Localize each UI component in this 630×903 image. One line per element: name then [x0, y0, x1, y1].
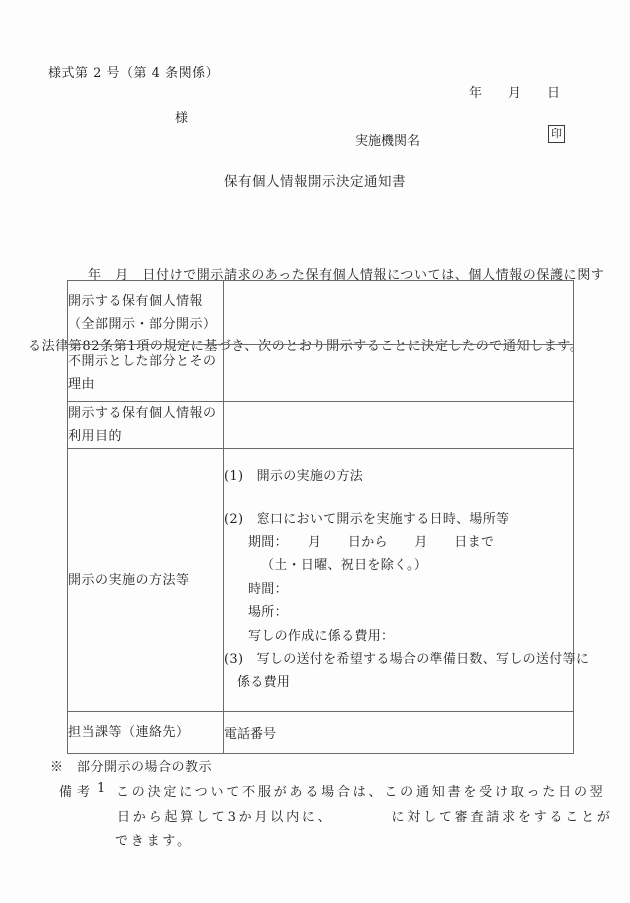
remarks-line-2a: 日から起算して3か月以内に、: [117, 809, 334, 825]
page-title: 保有個人情報開示決定通知書: [224, 174, 406, 190]
method-line-time: 時間：: [248, 581, 288, 597]
method-blank-line: [224, 489, 573, 508]
remarks-line-1: この決定について不服がある場合は、この通知書を受け取った日の翌: [116, 785, 606, 800]
remarks-label: 備考: [59, 785, 96, 800]
table-row-disclosed-info: [68, 281, 574, 345]
partial-disclosure-note: ※ 部分開示の場合の教示: [50, 760, 213, 775]
remarks-line-2: [117, 806, 613, 825]
table-row-usage-purpose: [68, 402, 574, 449]
table-row-contact: [68, 712, 574, 754]
table-row-disclosure-method: [68, 449, 574, 712]
agency-name-label: 実施機関名: [355, 134, 421, 149]
row2-value-cell: [224, 345, 574, 402]
method-line-2: (2) 窓口において開示を実施する日時、場所等: [224, 511, 510, 527]
row5-label-cell: 担当課等（連絡先）: [68, 712, 224, 754]
remarks-number: 1: [97, 781, 106, 796]
remarks-line-3: できます。: [115, 834, 193, 849]
remarks-line-2b: に対して審査請求をすることが: [391, 809, 613, 825]
row5-value-cell: 電話番号: [224, 712, 574, 754]
row1-value-cell: [224, 281, 574, 345]
row2-label-line1: 不開示とした部分とその: [68, 354, 217, 369]
table-row-nondisclosed-part: [68, 345, 574, 402]
seal-stamp-box: 印: [548, 125, 565, 143]
form-number: 様式第 2 号（第 4 条関係）: [48, 66, 220, 81]
row3-label-cell: [68, 402, 224, 449]
row3-value-cell: [224, 402, 574, 449]
date-placeholder: 年 月 日: [469, 86, 561, 101]
row3-label-line1: 開示する保有個人情報の: [68, 406, 217, 421]
body-line-1: 年 月 日付けで開示請求のあった保有個人情報については、個人情報の保護に関す: [88, 268, 605, 283]
body-line-2: る法律第82条第1項の規定に基づき、次のとおり開示することに決定したので通知します。: [28, 338, 584, 354]
method-line-1: (1) 開示の実施の方法: [224, 469, 364, 485]
method-line-copy-cost: 写しの作成に係る費用：: [248, 628, 395, 644]
disclosure-table: [67, 280, 590, 754]
row2-label-cell: [68, 345, 224, 402]
method-line-3: (3) 写しの送付を希望する場合の準備日数、写しの送付等に: [224, 652, 590, 668]
method-line-place: 場所：: [248, 605, 288, 621]
row3-label-line2: 利用目的: [68, 429, 123, 444]
row4-value-cell: [224, 449, 590, 712]
row1-label-cell: [68, 281, 224, 345]
row4-label-cell: 開示の実施の方法等: [68, 449, 224, 712]
row2-label-line2: 理由: [68, 377, 96, 392]
method-line-3-cont: 係る費用: [237, 675, 291, 691]
row1-label-line2: （全部開示・部分開示）: [68, 316, 217, 332]
row1-label-line1: 開示する保有個人情報: [68, 293, 204, 309]
method-line-excluded-days: （土・日曜、祝日を除く。）: [261, 558, 428, 574]
addressee-suffix: 様: [175, 111, 189, 126]
method-line-period: 期間： 月 日から 月 日まで: [248, 534, 495, 550]
